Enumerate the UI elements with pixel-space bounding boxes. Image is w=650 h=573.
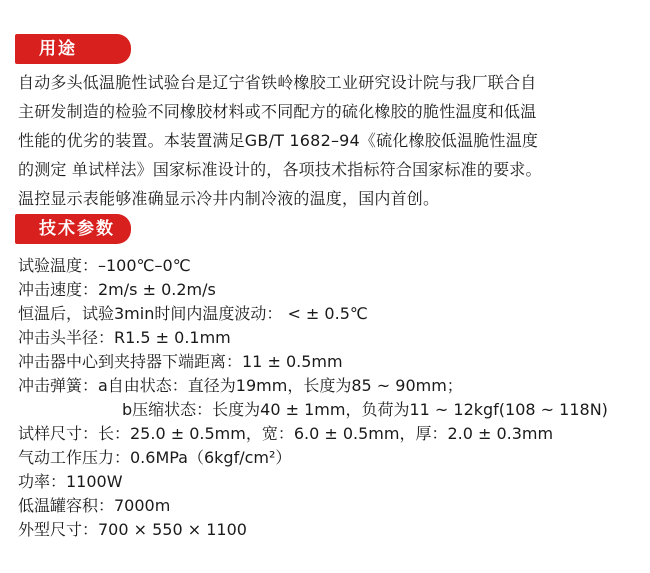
- spec-impact-head-radius: 冲击头半径：R1.5 ± 0.1mm: [18, 328, 231, 347]
- usage-line: 的测定 单试样法》国家标准设计的，各项技术指标符合国家标准的要求。: [18, 160, 542, 179]
- spec-power: 功率：1100W: [18, 472, 123, 491]
- specs-section-header: [15, 214, 131, 244]
- specs-list: [18, 254, 646, 542]
- spec-tank-volume: 低温罐容积：7000m: [18, 496, 171, 515]
- usage-line: 性能的优劣的装置。本装置满足GB/T 1682–94《硫化橡胶低温脆性温度: [18, 131, 539, 150]
- specs-section-title: 技术参数: [39, 219, 115, 239]
- spec-impact-spring-compressed: b压缩状态：长度为40 ± 1mm，负荷为11 ~ 12kgf(108 ~ 118N): [122, 400, 608, 419]
- spec-impact-speed: 冲击速度：2m/s ± 0.2m/s: [18, 280, 216, 299]
- spec-impact-spring-free: 冲击弹簧：a自由状态：直径为19mm，长度为85 ~ 90mm；: [18, 376, 463, 395]
- spec-impactor-distance: 冲击器中心到夹持器下端距离：11 ± 0.5mm: [18, 352, 343, 371]
- spec-test-temperature: 试验温度：–100℃–0℃: [18, 256, 191, 275]
- spec-pneumatic-pressure: 气动工作压力：0.6MPa（6kgf/cm²）: [18, 448, 292, 467]
- usage-line: 主研发制造的检验不同橡胶材料或不同配方的硫化橡胶的脆性温度和低温: [18, 102, 537, 121]
- spec-sample-size: 试样尺寸：长：25.0 ± 0.5mm，宽：6.0 ± 0.5mm，厚：2.0 ± 0.3mm: [18, 424, 554, 443]
- usage-section-header: [15, 34, 131, 64]
- usage-line: 温控显示表能够准确显示冷井内制冷液的温度，国内首创。: [18, 189, 440, 208]
- usage-description: [18, 68, 646, 213]
- spec-dimensions: 外型尺寸：700 × 550 × 1100: [18, 520, 247, 539]
- usage-section-title: 用途: [39, 39, 77, 59]
- spec-temperature-fluctuation: 恒温后，试验3min时间内温度波动： < ± 0.5℃: [18, 304, 368, 323]
- usage-line: 自动多头低温脆性试验台是辽宁省铁岭橡胶工业研究设计院与我厂联合自: [18, 73, 537, 92]
